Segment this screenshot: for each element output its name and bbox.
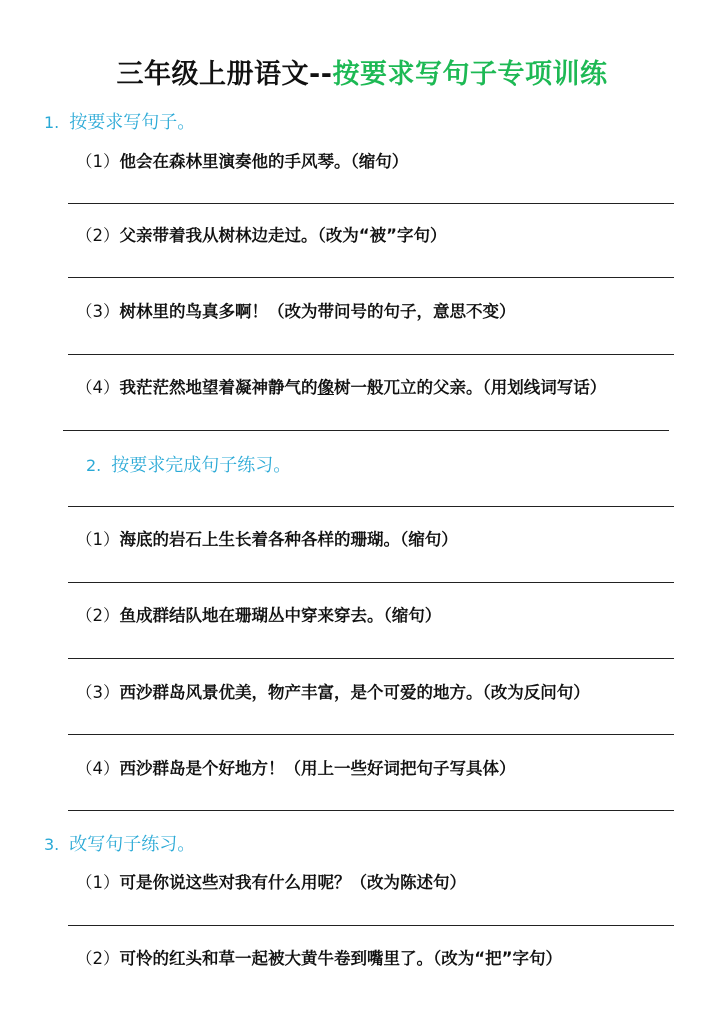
question-index: （1） [76,530,120,549]
answer-line[interactable] [68,506,674,507]
question-index: （2） [76,949,120,968]
question-1-2 [76,222,446,246]
question-text: 树林里的鸟真多啊！（改为带问号的句子，意思不变） [119,302,516,321]
question-text: 父亲带着我从树林边走过。（改为“被”字句） [119,226,447,245]
question-text: 西沙群岛风景优美，物产丰富，是个可爱的地方。（改为反问句） [119,683,590,702]
question-text: 可怜的红头和草一起被大黄牛卷到嘴里了。（改为“把”字句） [119,949,562,968]
question-3-2 [76,945,562,969]
title-topic-part: 按要求写句子专项训练 [332,59,608,90]
question-text-after: 树一般兀立的父亲。（用划线词写话） [334,378,607,397]
answer-line[interactable] [68,277,674,278]
title-grade-part: 三年级上册语文-- [116,59,333,90]
question-1-1 [76,148,408,172]
question-index: （1） [76,873,120,892]
section-number: 3. [44,835,60,854]
answer-line[interactable] [68,734,674,735]
answer-line[interactable] [68,810,674,811]
question-text: 西沙群岛是个好地方！（用上一些好词把句子写具体） [119,759,516,778]
answer-line[interactable] [68,925,674,926]
section-3-heading [44,830,195,856]
question-index: （3） [76,302,120,321]
section-title: 改写句子练习。 [69,834,196,855]
question-1-3 [76,298,516,322]
question-2-1 [76,526,458,550]
question-index: （4） [76,378,120,397]
section-title: 按要求写句子。 [69,112,196,133]
question-index: （3） [76,683,120,702]
question-text: 他会在森林里演奏他的手风琴。（缩句） [119,152,409,171]
question-text: 可是你说这些对我有什么用呢？（改为陈述句） [119,873,466,892]
question-1-4 [76,374,606,398]
answer-line[interactable] [68,658,674,659]
question-2-4 [76,755,516,779]
question-index: （1） [76,152,120,171]
question-index: （2） [76,226,120,245]
question-2-3 [76,679,590,703]
question-2-2 [76,602,441,626]
question-text: 海底的岩石上生长着各种各样的珊瑚。（缩句） [119,530,458,549]
page-title [0,52,724,91]
section-1-heading [44,108,195,134]
question-index: （2） [76,606,120,625]
answer-line[interactable] [68,582,674,583]
question-text: 鱼成群结队地在珊瑚丛中穿来穿去。（缩句） [119,606,442,625]
section-number: 2. [86,456,102,475]
answer-line[interactable] [63,430,669,431]
answer-line[interactable] [68,203,674,204]
section-2-heading [86,451,291,477]
section-title: 按要求完成句子练习。 [111,455,292,476]
answer-line[interactable] [68,354,674,355]
question-index: （4） [76,759,120,778]
question-text-before: 我茫茫然地望着凝神静气的 [119,378,318,397]
underlined-word: 像 [317,378,334,397]
question-3-1 [76,869,466,893]
section-number: 1. [44,113,60,132]
